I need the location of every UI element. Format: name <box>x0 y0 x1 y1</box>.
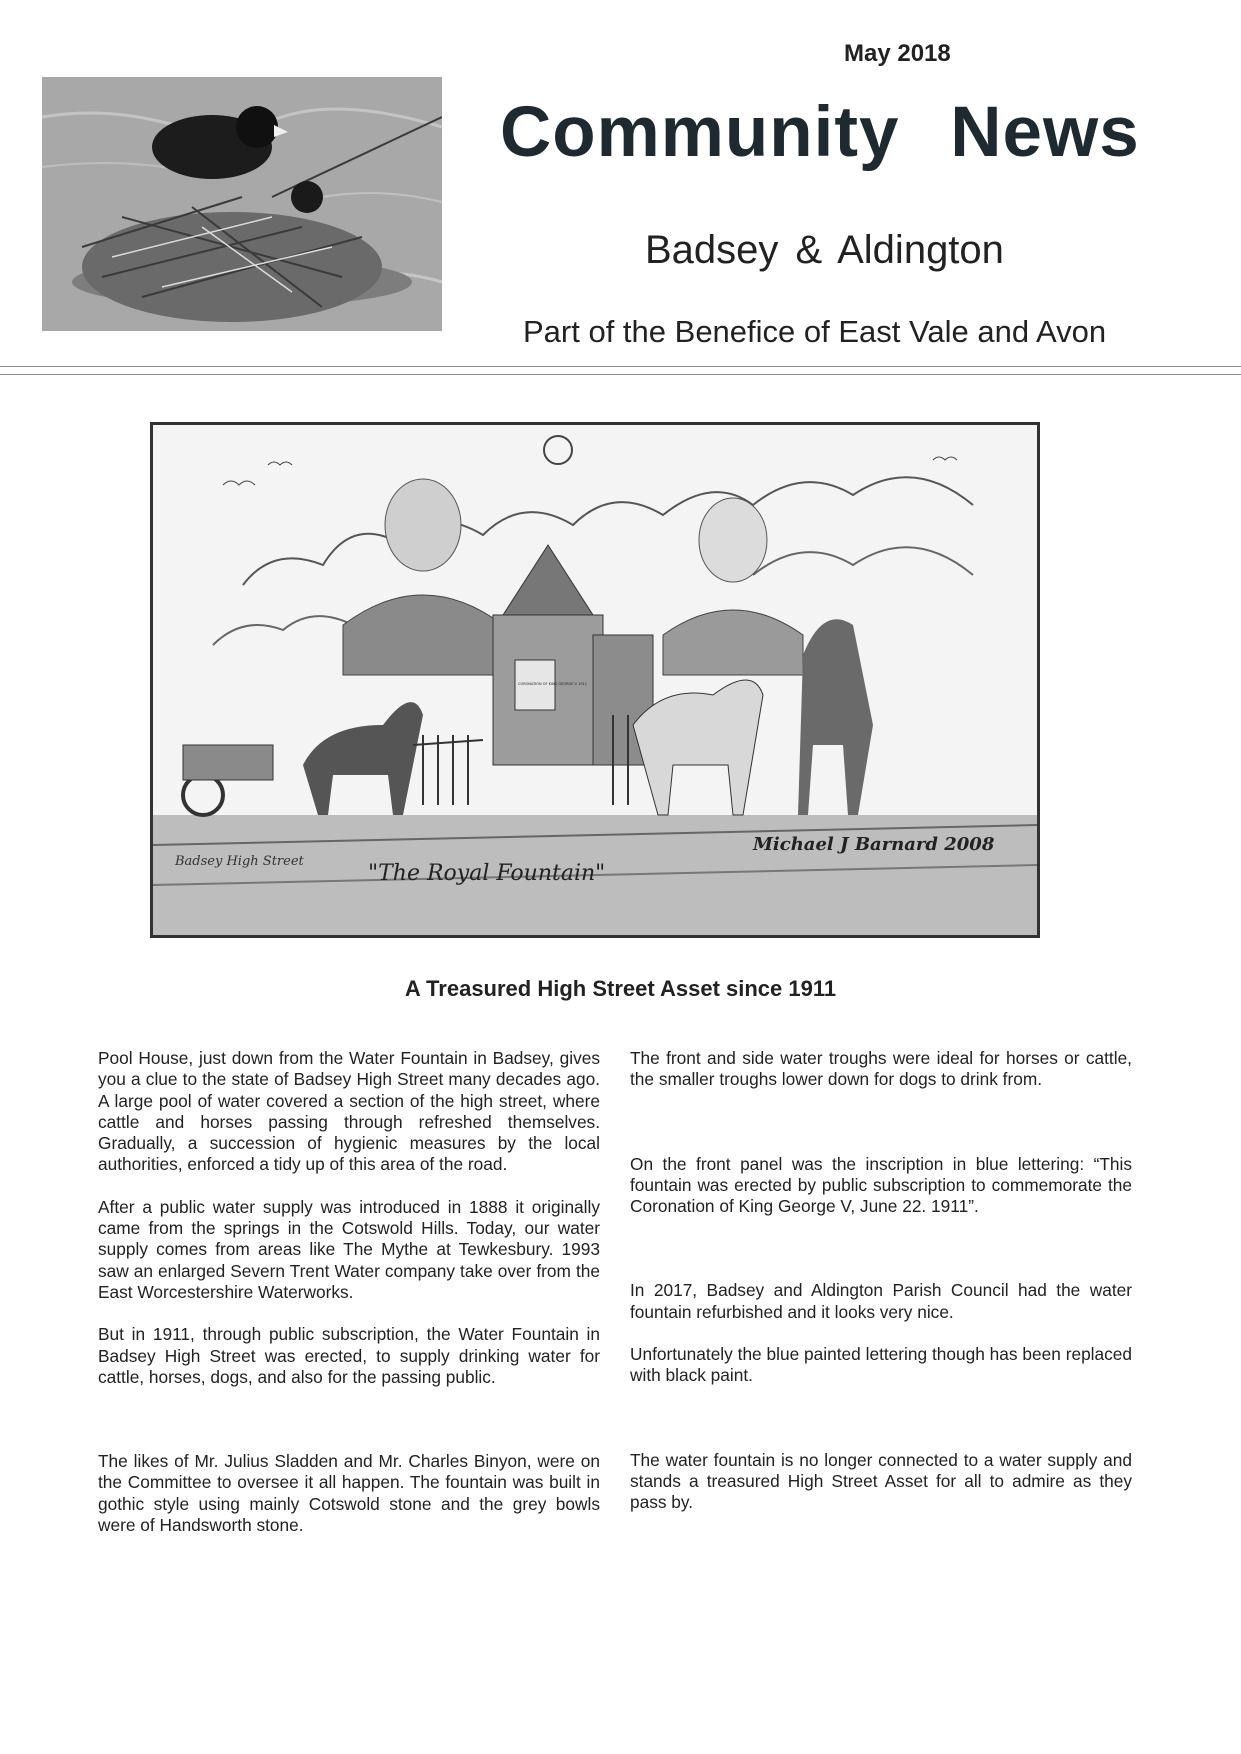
masthead-subtitle: Badsey & Aldington <box>645 228 1004 272</box>
right-paragraph-2: On the front panel was the inscription in blue lettering: “This fountain was erected by public subscription to commemorate the Coronation of King George V, June 22. 1911”. <box>630 1153 1132 1217</box>
left-paragraph-2: After a public water supply was introduced in 1888 it originally came from the springs in the Cotswold Hills. Today, our water supply comes from areas like The Mythe at Tewkesbury. 1993 saw an enlarged Severn Trent Water company take over from the East Worcestershire Waterworks. <box>98 1196 600 1302</box>
article-heading: A Treasured High Street Asset since 1911 <box>404 976 837 1001</box>
masthead-title: Community News <box>500 93 1140 172</box>
coot-photo-drawing <box>42 77 442 331</box>
article-right-column <box>630 1048 1132 1514</box>
article-left-column <box>98 1048 600 1536</box>
right-paragraph-1: The front and side water troughs were ideal for horses or cattle, the smaller troughs lower down for dogs to drink from. <box>630 1048 1132 1090</box>
issue-date: May 2018 <box>844 40 951 67</box>
illustration-signature: Michael J Barnard 2008 <box>753 834 995 855</box>
illustration-plaque: CORONATION OF KING GEORGE V 1911 <box>518 682 587 686</box>
illustration-left-inscription: Badsey High Street <box>175 854 304 869</box>
right-paragraph-4: Unfortunately the blue painted lettering though has been replaced with black paint. <box>630 1344 1132 1386</box>
left-paragraph-4: The likes of Mr. Julius Sladden and Mr. Charles Binyon, were on the Committee to oversee it all happen. The fountain was built in gothic style using mainly Cotswold stone and the grey bowls were of Handsworth stone. <box>98 1451 600 1536</box>
benefice-line: Part of the Benefice of East Vale and Avon <box>523 314 1107 349</box>
right-paragraph-3: In 2017, Badsey and Aldington Parish Council had the water fountain refurbished and it looks very nice. <box>630 1280 1132 1322</box>
right-paragraph-5: The water fountain is no longer connected to a water supply and stands a treasured High Street Asset for all to admire as they pass by. <box>630 1449 1132 1513</box>
royal-fountain-illustration <box>150 422 1040 938</box>
left-paragraph-1: Pool House, just down from the Water Fountain in Badsey, gives you a clue to the state of Badsey High Street many decades ago. A large pool of water covered a section of the high street, where cattle and horses passing through refreshed themselves. Gradually, a succession of hygienic measures by the local authorities, enforced a tidy up of this area of the road. <box>98 1048 600 1175</box>
fountain-sketch <box>153 425 1037 935</box>
left-paragraph-3: But in 1911, through public subscription, the Water Fountain in Badsey High Street was erected, to supply drinking water for cattle, horses, dogs, and also for the passing public. <box>98 1324 600 1387</box>
header-divider-bottom <box>0 374 1241 375</box>
header-divider-top <box>0 366 1241 367</box>
illustration-caption-script: "The Royal Fountain" <box>368 861 606 886</box>
coot-nest-photo <box>42 77 442 331</box>
